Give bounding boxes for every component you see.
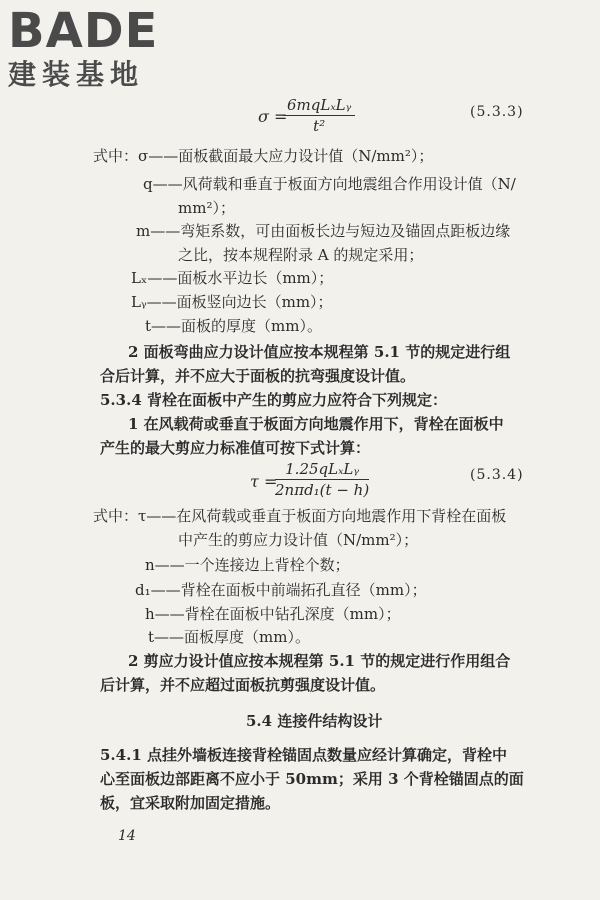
clause-2b-line1: 2 剪应力设计值应按本规程第 5.1 节的规定进行作用组合: [128, 652, 511, 670]
def-m-line1: m——弯矩系数，可由面板长边与短边及锚固点距板边缘: [136, 222, 511, 240]
def-n: n——一个连接边上背栓个数；: [145, 556, 350, 574]
eq1-fraction: [283, 96, 355, 135]
clause-5-4-1-line1: 5.4.1 点挂外墙板连接背栓锚固点数量应经计算确定，背栓中: [100, 746, 507, 764]
def-m-line2: 之比，按本规程附录 A 的规定采用；: [178, 246, 424, 264]
clause-2-line1: 2 面板弯曲应力设计值应按本规程第 5.1 节的规定进行组: [128, 343, 511, 361]
def-q-line2: mm²）；: [178, 199, 235, 217]
eq2-lhs: τ =: [250, 472, 278, 491]
eq2-number: (5.3.4): [470, 467, 524, 483]
def-tau-line1: 式中：τ——在风荷载或垂直于板面方向地震作用下背栓在面板: [93, 507, 507, 525]
eq1-lhs: σ =: [258, 107, 288, 126]
clause-5-3-4-title: 5.3.4 背栓在面板中产生的剪应力应符合下列规定：: [100, 391, 447, 409]
logo-brand-text: BADE: [8, 3, 159, 59]
def-q-line1: q——风荷载和垂直于板面方向地震组合作用设计值（N/: [143, 175, 516, 193]
def-t2: t——面板厚度（mm）。: [148, 628, 310, 646]
clause-5-4-1-line2: 心至面板边部距离不应小于 50mm；采用 3 个背栓锚固点的面: [100, 770, 524, 788]
def-h: h——背栓在面板中钻孔深度（mm）；: [145, 605, 401, 623]
def-ly: Lᵧ——面板竖向边长（mm）；: [131, 293, 333, 311]
eq1-number: (5.3.3): [470, 104, 524, 120]
eq2-fraction: [275, 460, 369, 499]
def-sigma: 式中：σ——面板截面最大应力设计值（N/mm²）；: [93, 147, 434, 165]
clause-5-3-4-p1-line2: 产生的最大剪应力标准值可按下式计算：: [100, 439, 371, 457]
eq1-numerator: 6mqLₓLᵧ: [283, 96, 355, 116]
def-t: t——面板的厚度（mm）。: [145, 317, 322, 335]
clause-5-3-4-p1-line1: 1 在风载荷或垂直于板面方向地震作用下，背栓在面板中: [128, 415, 504, 433]
def-d1: d₁——背栓在面板中前端拓孔直径（mm）；: [135, 581, 427, 599]
eq2-numerator: 1.25qLₓLᵧ: [275, 460, 369, 480]
section-5-4-heading: 5.4 连接件结构设计: [246, 712, 383, 730]
clause-2b-line2: 后计算，并不应超过面板抗剪强度设计值。: [100, 676, 386, 694]
logo-sub-text: 建装基地: [8, 58, 145, 91]
eq1-denominator: t²: [313, 117, 326, 135]
def-lx: Lₓ——面板水平边长（mm）；: [131, 269, 334, 287]
def-tau-line2: 中产生的剪应力设计值（N/mm²）；: [178, 531, 419, 549]
publisher-logo: [8, 3, 159, 92]
eq2-denominator: 2nπd₁(t − h): [275, 481, 370, 499]
page-number: 14: [118, 828, 136, 844]
clause-2-line2: 合后计算，并不应大于面板的抗弯强度设计值。: [100, 367, 416, 385]
clause-5-4-1-line3: 板，宜采取附加固定措施。: [100, 794, 281, 812]
